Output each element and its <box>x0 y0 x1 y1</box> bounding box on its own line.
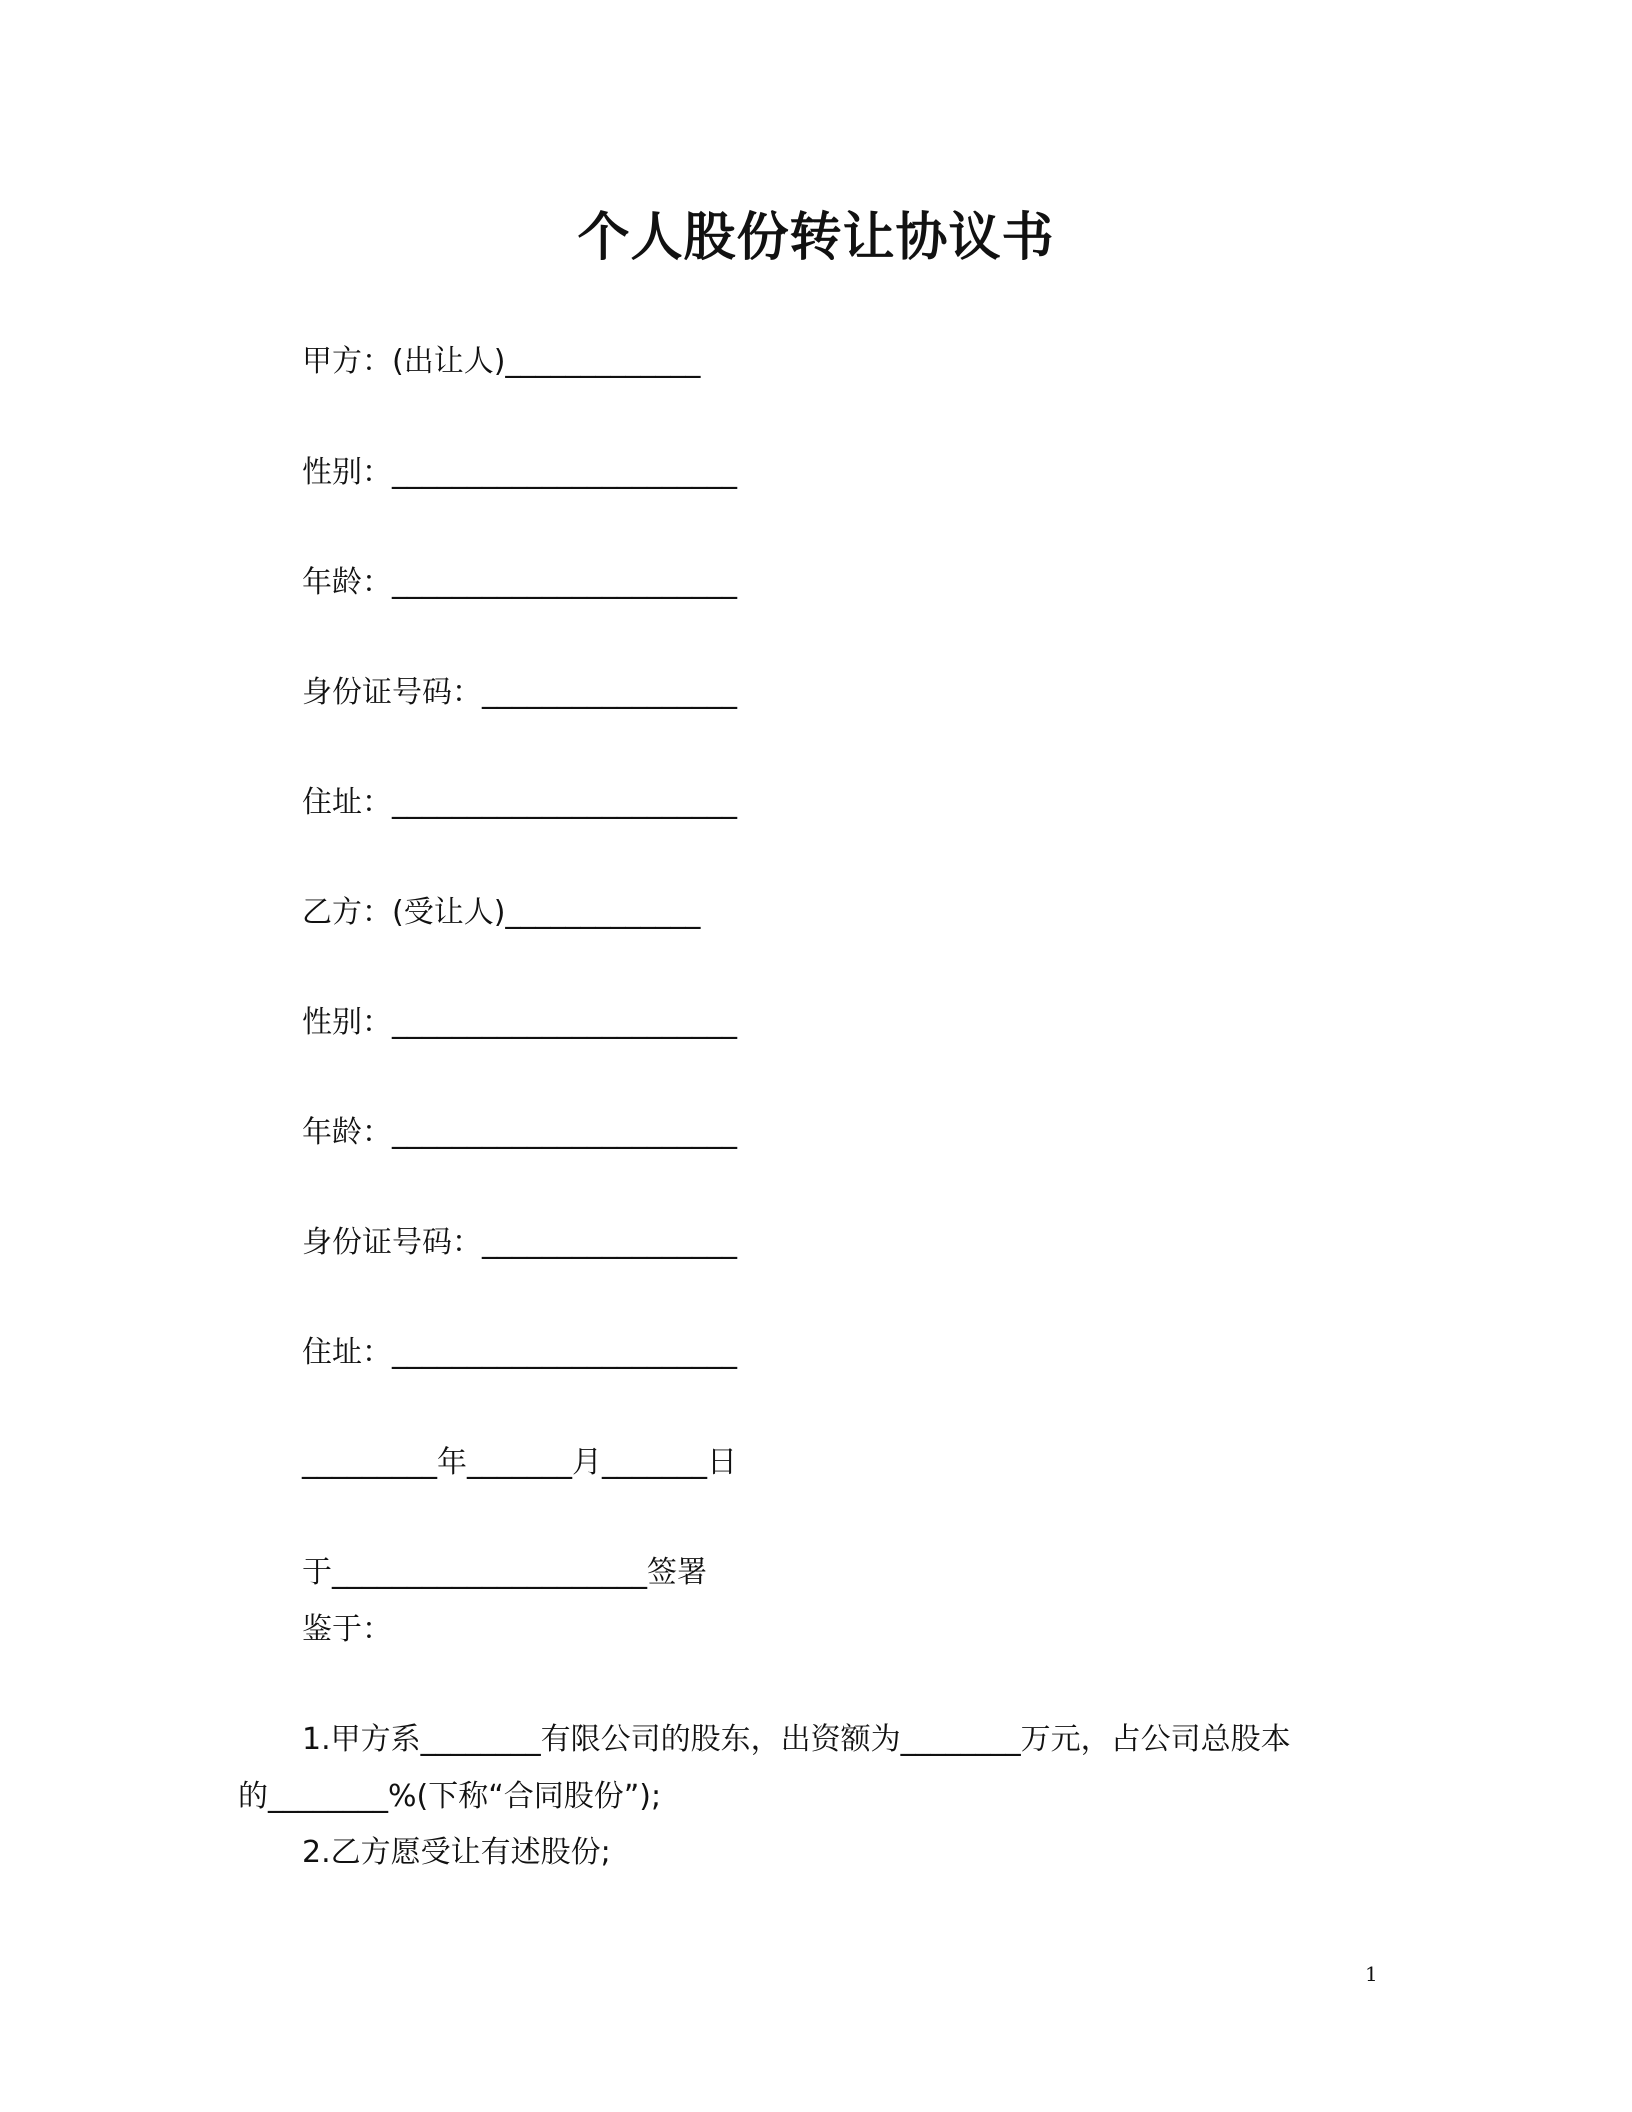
party-a-gender-line: 性别：_______________________ <box>302 455 737 490</box>
whereas-label: 鉴于： <box>302 1612 392 1647</box>
party-a-line: 甲方：(出让人)_____________ <box>302 344 701 379</box>
party-b-address-line: 住址：_______________________ <box>302 1335 737 1370</box>
page-number: 1 <box>1365 1962 1378 1986</box>
clause-2: 2.乙方愿受让有述股份; <box>302 1835 611 1870</box>
party-a-address-line: 住址：_______________________ <box>302 785 737 820</box>
date-line: _________年_______月_______日 <box>302 1445 737 1480</box>
party-b-id-line: 身份证号码：_________________ <box>302 1225 737 1260</box>
party-a-id-line: 身份证号码：_________________ <box>302 675 737 710</box>
party-b-gender-line: 性别：_______________________ <box>302 1005 737 1040</box>
party-b-line: 乙方：(受让人)_____________ <box>302 895 701 930</box>
clause-1-line-1: 1.甲方系________有限公司的股东，出资额为________万元，占公司总股本 <box>302 1722 1291 1757</box>
party-a-age-line: 年龄：_______________________ <box>302 565 737 600</box>
sign-place-line: 于_____________________签署 <box>302 1555 707 1590</box>
document-title: 个人股份转让协议书 <box>577 208 1055 268</box>
party-b-age-line: 年龄：_______________________ <box>302 1115 737 1150</box>
clause-1-line-2: 的________%(下称“合同股份”); <box>238 1779 662 1814</box>
